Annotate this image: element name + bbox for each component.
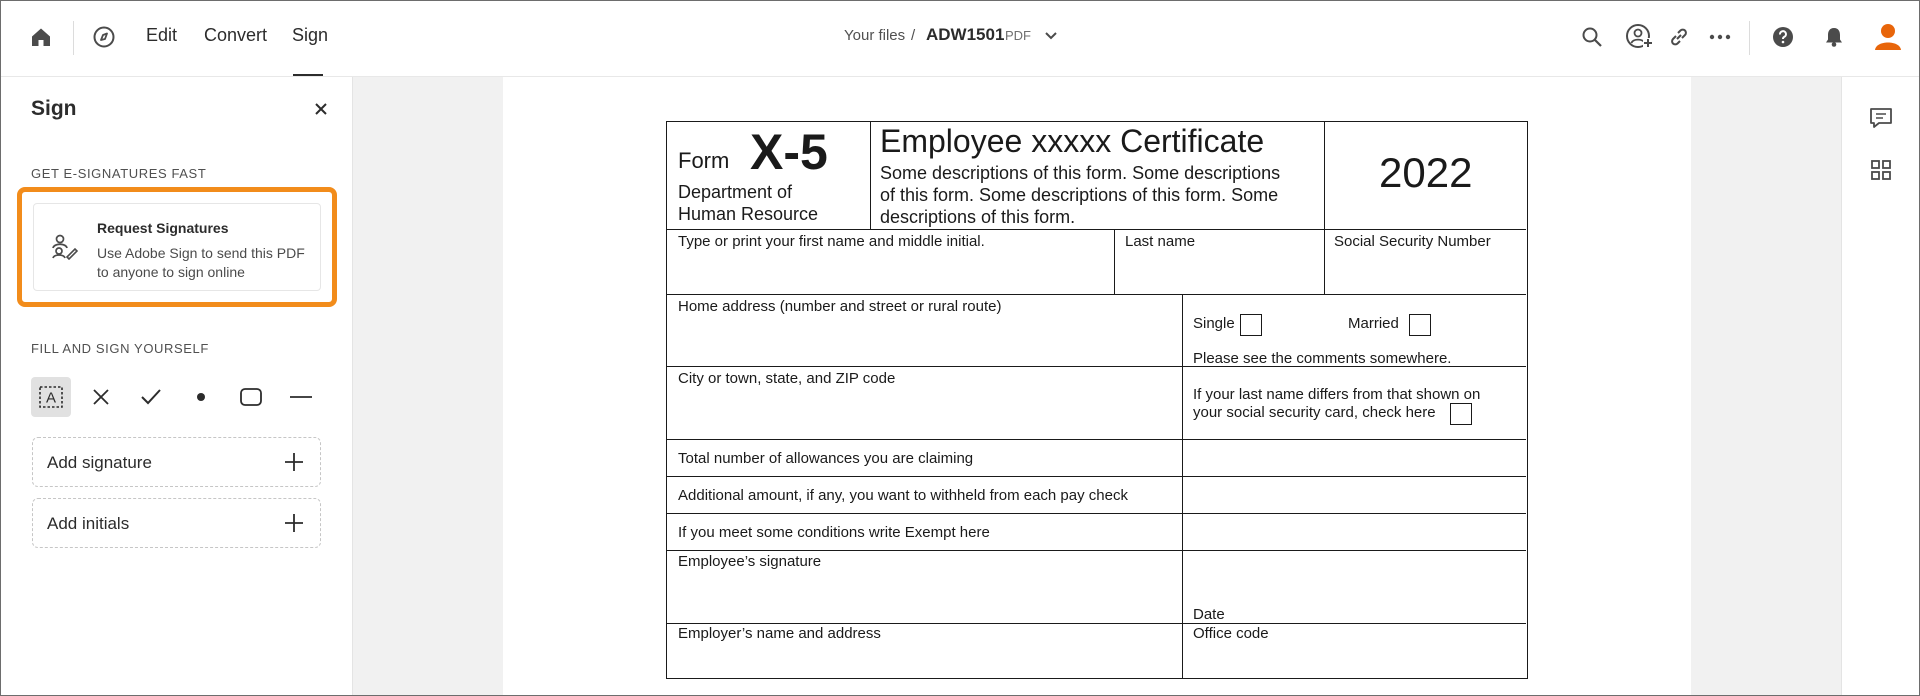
form-rule [667,439,1526,440]
cross-mark-tool[interactable] [81,377,121,417]
dot-icon [195,391,207,403]
text-field-tool[interactable] [31,377,71,417]
cross-mark-icon [92,388,110,406]
city-state-zip-label: City or town, state, and ZIP code [678,370,896,387]
form-rule [667,229,1526,230]
add-initials-label: Add initials [47,514,130,533]
active-tab-indicator [293,74,323,76]
single-checkbox[interactable] [1240,314,1262,336]
form-year: 2022 [1379,149,1473,196]
right-rail [1841,77,1920,696]
close-icon[interactable] [311,99,331,119]
toolbar-divider [73,21,74,55]
add-signature-label: Add signature [47,453,152,472]
request-signatures-title: Request Signatures [97,220,229,236]
form-rule [1114,229,1115,295]
name-differs-line-2: your social security card, check here [1193,404,1436,421]
form-rule [667,294,1526,295]
form-code: X-5 [750,124,828,180]
request-signatures-description: Use Adobe Sign to send this PDF to anyone to sign online [97,245,305,280]
additional-amount-label: Additional amount, if any, you want to withheld from each pay check [678,487,1128,504]
svg-text:A: A [45,389,57,407]
top-toolbar [1,1,1920,77]
form-rule [1324,122,1325,295]
date-field[interactable] [1184,552,1525,622]
rectangle-tool[interactable] [231,377,271,417]
form-rule [870,122,871,230]
nav-edit[interactable]: Edit [146,25,178,45]
comment-icon[interactable] [1868,105,1894,131]
form-label: Form [678,148,730,173]
add-signature-button[interactable] [32,437,321,487]
department-line-1: Department of [678,182,793,202]
form-description-3: descriptions of this form. [880,207,1076,227]
tool-compass-icon[interactable] [90,23,118,51]
checkmark-icon [140,388,162,406]
plus-icon [284,513,304,533]
home-icon[interactable] [27,23,55,51]
page-thumbnails-icon[interactable] [1868,157,1894,183]
nav-convert[interactable]: Convert [204,25,268,45]
dot-tool[interactable] [181,377,221,417]
single-label: Single [1193,315,1235,332]
more-options-icon[interactable] [1705,23,1735,51]
breadcrumb-root[interactable]: Your files [844,27,906,44]
office-code-label: Office code [1193,625,1269,642]
line-tool[interactable] [281,377,321,417]
home-address-label: Home address (number and street or rural route) [678,298,1002,315]
employee-certificate-form [666,121,1528,679]
rounded-rectangle-icon [239,387,263,407]
sign-panel [1,77,353,696]
exempt-field[interactable] [1184,515,1525,549]
allowances-field[interactable] [1184,441,1525,475]
chevron-down-icon[interactable] [1041,26,1061,46]
search-icon[interactable] [1578,23,1606,51]
department-line-2: Human Resource [678,204,819,224]
allowances-label: Total number of allowances you are claiming [678,450,974,467]
name-differs-line-1: If your last name differs from that shown on [1193,386,1481,403]
plus-icon [284,452,304,472]
breadcrumb-file-name: ADW1501 [926,25,1005,44]
additional-amount-field[interactable] [1184,478,1525,512]
nav-sign[interactable]: Sign [292,25,329,45]
form-description-2: of this form. Some descriptions of this form. Some [880,185,1279,205]
help-icon[interactable] [1769,23,1797,51]
panel-title: Sign [31,97,77,120]
request-signatures-card[interactable] [33,203,321,291]
breadcrumb-file-type: PDF [1005,28,1031,43]
section-heading-self: FILL AND SIGN YOURSELF [31,341,209,356]
section-heading-fast: GET E-SIGNATURES FAST [31,166,207,181]
date-label: Date [1193,606,1225,623]
notifications-bell-icon[interactable] [1820,23,1848,51]
toolbar-divider-right [1749,21,1750,55]
request-signatures-icon [50,232,78,260]
link-icon[interactable] [1665,23,1693,51]
share-user-icon[interactable] [1624,21,1654,51]
breadcrumb-separator: / [911,27,916,44]
comments-note: Please see the comments somewhere. [1193,350,1452,367]
first-name-label: Type or print your first name and middle initial. [678,233,985,250]
text-field-icon [38,385,64,409]
form-rule [1182,294,1183,678]
form-description-1: Some descriptions of this form. Some descriptions [880,163,1281,183]
form-title: Employee xxxxx Certificate [880,123,1265,159]
name-differs-checkbox[interactable] [1450,403,1472,425]
form-rule [667,513,1526,514]
married-checkbox[interactable] [1409,314,1431,336]
exempt-label: If you meet some conditions write Exempt here [678,524,990,541]
married-label: Married [1348,315,1399,332]
ssn-label: Social Security Number [1334,233,1491,250]
checkmark-tool[interactable] [131,377,171,417]
last-name-label: Last name [1125,233,1196,250]
form-rule [667,623,1526,624]
add-initials-button[interactable] [32,498,321,548]
line-icon [289,394,313,400]
user-avatar-icon[interactable] [1871,19,1905,53]
form-rule [667,550,1526,551]
employer-label: Employer’s name and address [678,625,881,642]
employee-signature-label: Employee’s signature [678,553,822,570]
form-rule [667,476,1526,477]
